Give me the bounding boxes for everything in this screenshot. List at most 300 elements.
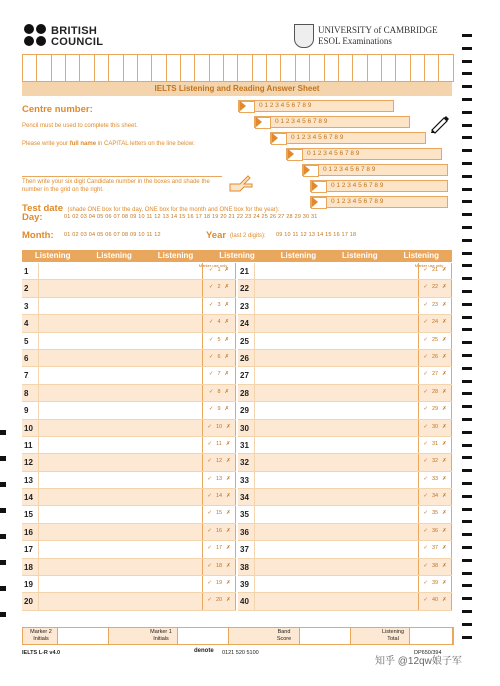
cross-icon: ✗ [226,545,231,552]
answer-field[interactable] [38,559,202,575]
marker-box[interactable] [202,593,236,609]
answer-field[interactable] [38,593,202,609]
tick-icon: ✓ [423,493,428,500]
marker-box[interactable] [418,593,452,609]
marker-question-number: 15 [215,510,223,517]
marker-use-label-right: Marker use only [414,263,444,268]
marker-box[interactable] [202,437,236,453]
question-number: 31 [240,440,249,450]
band-score-label: Band Score [276,629,292,642]
marker-question-number: 21 [431,267,439,273]
marker-box[interactable] [202,350,236,366]
question-number: 39 [240,580,249,590]
tick-icon: ✓ [207,562,212,569]
tick-icon: ✓ [207,440,213,447]
cross-icon: ✗ [224,284,230,291]
answer-field[interactable] [38,298,202,314]
answer-field[interactable] [38,315,202,331]
answer-field[interactable] [254,576,418,592]
cross-icon: ✗ [442,475,447,482]
header-listening: Listening [280,251,317,260]
answer-column-right [238,263,452,611]
cross-icon: ✗ [442,423,447,430]
answer-field[interactable] [38,350,202,366]
marker2-label: Marker 2 Initials [30,629,52,642]
marker-question-number: 33 [431,475,439,482]
tick-icon: ✓ [207,580,212,587]
timing-mark [0,612,6,617]
cross-icon: ✗ [442,527,447,534]
hand-pointer-icon [228,170,254,192]
marker-box[interactable] [202,315,236,331]
year-label: Year [206,230,227,241]
cross-icon: ✗ [226,475,231,482]
question-number: 36 [240,527,249,537]
tick-icon: ✓ [208,406,214,413]
question-number: 29 [240,406,249,416]
cross-icon: ✗ [442,301,447,308]
timing-mark [462,175,472,178]
answer-row [238,298,452,315]
cross-icon: ✗ [442,510,447,517]
question-number: 8 [24,388,29,398]
test-date-note: (shade ONE box for the day, ONE box for the month and ONE box for the year): [67,207,280,213]
header-listening: Listening [157,251,194,260]
marker-question-number: 23 [431,301,439,308]
question-number: 21 [240,267,249,276]
month-options[interactable]: 01 02 03 04 05 06 07 08 09 10 11 12 [64,232,161,238]
marker-box[interactable] [202,402,236,418]
answer-field[interactable] [38,454,202,470]
cross-icon: ✗ [226,580,231,587]
marker-box[interactable] [418,559,452,575]
tick-icon: ✓ [207,475,212,482]
printer-phone: 0121 520 5100 [222,650,259,656]
answer-field[interactable] [38,576,202,592]
question-number: 28 [240,388,249,398]
answer-field[interactable] [254,437,418,453]
answer-field[interactable] [38,489,202,505]
answer-row [22,576,236,593]
candidate-digit-strip-4[interactable] [302,164,448,176]
cross-icon: ✗ [442,597,447,604]
marker-box[interactable] [418,367,452,383]
marker-box[interactable] [418,541,452,557]
marker-box[interactable] [418,420,452,436]
answer-field[interactable] [254,524,418,540]
marker-box[interactable] [202,263,236,279]
question-number: 9 [24,406,29,416]
bc-line2: COUNCIL [51,36,104,48]
marker-question-number: 8 [217,388,221,395]
marker-box[interactable] [202,367,236,383]
marker-box[interactable] [418,524,452,540]
marker-box[interactable] [418,333,452,349]
answer-row [22,472,236,489]
timing-mark [462,149,472,152]
answer-field[interactable] [254,454,418,470]
question-number: 12 [24,458,33,468]
timing-mark [462,72,472,75]
answer-field[interactable] [254,280,418,296]
timing-mark [462,623,472,626]
answer-sheet [18,10,458,670]
answer-row [238,472,452,489]
question-number: 32 [240,458,249,468]
marker-question-number: 9 [217,406,221,413]
cross-icon: ✗ [224,406,230,413]
marker-question-number: 7 [217,371,221,378]
cross-icon: ✗ [442,493,447,500]
marker-box[interactable] [202,506,236,522]
marker-question-number: 22 [431,284,439,291]
tick-icon: ✓ [208,371,214,378]
tick-icon: ✓ [423,597,428,604]
question-number: 25 [240,336,249,346]
timing-mark [462,162,472,165]
cambridge-shield-icon [294,24,314,48]
marker-question-number: 6 [217,353,221,360]
timing-mark [462,418,472,421]
answer-field[interactable] [38,524,202,540]
digit-row: 0 1 2 3 4 5 6 7 8 9 [291,134,344,141]
answer-row [238,402,452,419]
question-number: 40 [240,597,249,607]
cross-icon: ✗ [224,353,230,360]
marker-box[interactable] [418,576,452,592]
year-options[interactable]: 09 10 11 12 13 14 15 16 17 18 [276,232,357,238]
marker-box[interactable] [418,280,452,296]
question-number: 1 [24,267,29,276]
timing-mark [462,303,472,306]
answer-field[interactable] [38,263,202,279]
timing-mark [0,456,6,461]
candidate-digit-strip-5[interactable] [310,180,448,192]
digit-row: 0 1 2 3 4 5 6 7 8 9 [259,102,312,109]
answer-field[interactable] [254,489,418,505]
timing-mark [462,584,472,587]
answer-row [238,385,452,402]
marker-question-number: 25 [431,336,439,343]
answer-row [22,420,236,437]
tick-icon: ✓ [423,336,428,343]
candidate-digit-strip-6[interactable] [310,196,448,208]
answer-row [22,402,236,419]
centre-digit-strip[interactable] [238,100,394,112]
timing-mark [462,290,472,293]
answer-row [22,263,236,280]
timing-mark [462,469,472,472]
answer-row [238,350,452,367]
timing-mark [462,597,472,600]
marker-question-number: 32 [431,458,439,465]
marker-box[interactable] [418,506,452,522]
answer-field[interactable] [254,350,418,366]
question-number: 4 [24,319,29,329]
answer-field[interactable] [38,280,202,296]
listening-header-bar [22,250,452,262]
answer-row [238,367,452,384]
answer-field[interactable] [38,367,202,383]
question-number: 17 [24,545,33,555]
timing-mark [0,586,6,591]
candidate-digit-strip-3[interactable] [286,148,442,160]
digit-row: 0 1 2 3 4 5 6 7 8 9 [307,150,360,157]
british-council-logo [24,24,116,54]
marker-question-number: 40 [431,597,439,604]
timing-mark [462,392,472,395]
marker-question-number: 13 [215,475,223,482]
timing-marks-left [0,430,8,630]
marker-box[interactable] [418,489,452,505]
answer-column-left [22,263,236,611]
marker-box[interactable] [202,385,236,401]
header-listening: Listening [219,251,255,260]
listening-total-box[interactable] [409,628,453,644]
answer-field[interactable] [254,385,418,401]
answer-row [238,524,452,541]
timing-mark [462,405,472,408]
cross-icon: ✗ [224,267,230,273]
answer-row [22,541,236,558]
answer-field[interactable] [254,559,418,575]
bc-line1: BRITISH [51,25,98,37]
question-number: 33 [240,475,249,485]
timing-mark [462,136,472,139]
marker-box[interactable] [202,472,236,488]
answer-field[interactable] [254,541,418,557]
answer-field[interactable] [254,298,418,314]
full-name-line[interactable] [22,166,222,177]
answer-field[interactable] [38,472,202,488]
answer-field[interactable] [254,506,418,522]
marker-box[interactable] [418,472,452,488]
answer-row [22,454,236,471]
marker-box[interactable] [202,541,236,557]
answer-row [238,541,452,558]
timing-mark [462,252,472,255]
question-number: 22 [240,284,249,294]
day-options[interactable]: 01 02 03 04 05 06 07 08 09 10 11 12 13 14 15 16 17 18 19 20 21 22 23 24 25 26 27 28 29 30 31 [64,214,318,220]
marker-question-number: 29 [431,406,439,413]
marker-box[interactable] [202,298,236,314]
marker-box[interactable] [202,454,236,470]
timing-mark [462,316,472,319]
tick-icon: ✓ [423,371,428,378]
timing-mark [0,534,6,539]
timing-mark [462,572,472,575]
pencil-note: Pencil must be used to complete this sheet. [22,123,138,129]
answer-row [238,263,452,280]
question-number: 11 [24,440,33,450]
question-number: 24 [240,319,249,329]
tick-icon: ✓ [423,458,428,465]
marker-box[interactable] [418,315,452,331]
question-number: 13 [24,475,33,485]
marker-box[interactable] [418,454,452,470]
timing-mark [462,264,472,267]
month-label: Month: [22,230,54,241]
answer-field[interactable] [254,593,418,609]
answer-field[interactable] [254,472,418,488]
timing-mark [462,456,472,459]
answer-field[interactable] [254,263,418,279]
candidate-digit-strip-2[interactable] [270,132,426,144]
marker-question-number: 10 [215,423,223,430]
question-number: 26 [240,353,249,363]
marker-footer [22,627,454,645]
question-number: 2 [24,284,29,294]
tick-icon: ✓ [423,562,428,569]
timing-mark [462,124,472,127]
cross-icon: ✗ [442,336,447,343]
answer-field[interactable] [38,420,202,436]
marker-question-number: 17 [215,545,223,552]
cross-icon: ✗ [442,458,447,465]
cross-icon: ✗ [226,510,231,517]
marker-box[interactable] [418,350,452,366]
marker-box[interactable] [418,385,452,401]
timing-mark [462,47,472,50]
tick-icon: ✓ [423,284,428,291]
tick-icon: ✓ [207,458,212,465]
timing-mark [462,610,472,613]
marker-question-number: 24 [431,319,439,326]
cross-icon: ✗ [442,580,447,587]
band-score-box[interactable] [299,628,351,644]
answer-field[interactable] [254,367,418,383]
answer-row [238,506,452,523]
header-listening: Listening [403,251,440,260]
answer-field[interactable] [38,541,202,557]
form-code: DP650/394 [414,650,442,656]
answer-row [22,367,236,384]
answer-row [22,385,236,402]
timing-mark [0,482,6,487]
tick-icon: ✓ [423,510,428,517]
cross-icon: ✗ [226,458,231,465]
tick-icon: ✓ [208,388,214,395]
marker-question-number: 19 [215,580,223,587]
tick-icon: ✓ [208,353,214,360]
timing-mark [462,239,472,242]
timing-mark [462,495,472,498]
marker-question-number: 34 [431,493,439,500]
answer-row [238,576,452,593]
marker-box[interactable] [418,263,452,279]
cross-icon: ✗ [226,527,231,534]
name-note [22,140,195,148]
question-number: 14 [24,493,33,503]
tick-icon: ✓ [423,388,428,395]
answer-field[interactable] [38,437,202,453]
timing-mark [462,60,472,63]
listening-total-label: Listening Total [381,629,405,642]
name-boxes[interactable] [22,54,454,82]
cross-icon: ✗ [224,319,230,326]
answer-field[interactable] [254,402,418,418]
header-listening: Listening [96,251,132,260]
marker-box[interactable] [418,402,452,418]
marker-question-number: 38 [431,562,439,569]
answer-row [22,298,236,315]
timing-mark [462,277,472,280]
tick-icon: ✓ [208,319,214,326]
tick-icon: ✓ [423,406,428,413]
marker-question-number: 37 [431,545,439,552]
marker-question-number: 20 [215,597,223,604]
marker-box[interactable] [418,437,452,453]
printer-logo: denote [194,648,214,654]
timing-mark [462,559,472,562]
timing-mark [462,85,472,88]
marker-box[interactable] [202,524,236,540]
question-number: 37 [240,545,249,555]
tick-icon: ✓ [423,301,428,308]
answer-field[interactable] [38,506,202,522]
digit-row: 0 1 2 3 4 5 6 7 8 9 [331,182,384,189]
marker-question-number: 16 [215,527,223,534]
test-date-label: Test date [22,203,64,214]
marker1-initials-box[interactable] [177,628,229,644]
answer-row [22,506,236,523]
cross-icon: ✗ [224,371,230,378]
question-number: 30 [240,423,249,433]
name-note-bold: full name [69,141,97,147]
answer-row [238,454,452,471]
candidate-digit-strip-1[interactable] [254,116,410,128]
marker-box[interactable] [418,298,452,314]
marker-use-label-left: Marker use only [198,263,228,268]
header-listening: Listening [34,251,71,260]
marker2-initials-box[interactable] [57,628,109,644]
cross-icon: ✗ [442,353,447,360]
marker-box[interactable] [202,420,236,436]
marker-box[interactable] [202,576,236,592]
ucam-line1: UNIVERSITY of CAMBRIDGE [318,25,438,35]
timing-mark [462,546,472,549]
marker-box[interactable] [202,559,236,575]
tick-icon: ✓ [207,423,212,430]
answer-field[interactable] [38,385,202,401]
answer-field[interactable] [254,420,418,436]
cross-icon: ✗ [442,406,447,413]
answer-field[interactable] [38,333,202,349]
marker-question-number: 14 [215,493,223,500]
timing-mark [462,200,472,203]
marker-box[interactable] [202,280,236,296]
cross-icon: ✗ [225,440,231,447]
name-note-post: in CAPITAL letters on the line below: [96,141,195,147]
answer-field[interactable] [254,333,418,349]
tick-icon: ✓ [423,353,428,360]
marker-box[interactable] [202,333,236,349]
cross-icon: ✗ [442,545,447,552]
cross-icon: ✗ [442,562,447,569]
question-number: 15 [24,510,33,520]
timing-mark [462,533,472,536]
answer-row [22,333,236,350]
answer-field[interactable] [38,402,202,418]
answer-row [238,489,452,506]
tick-icon: ✓ [423,545,428,552]
tick-icon: ✓ [208,267,214,273]
answer-field[interactable] [254,315,418,331]
answer-row [22,524,236,541]
marker-box[interactable] [202,489,236,505]
timing-mark [462,354,472,357]
ucam-line2: ESOL Examinations [318,36,392,46]
